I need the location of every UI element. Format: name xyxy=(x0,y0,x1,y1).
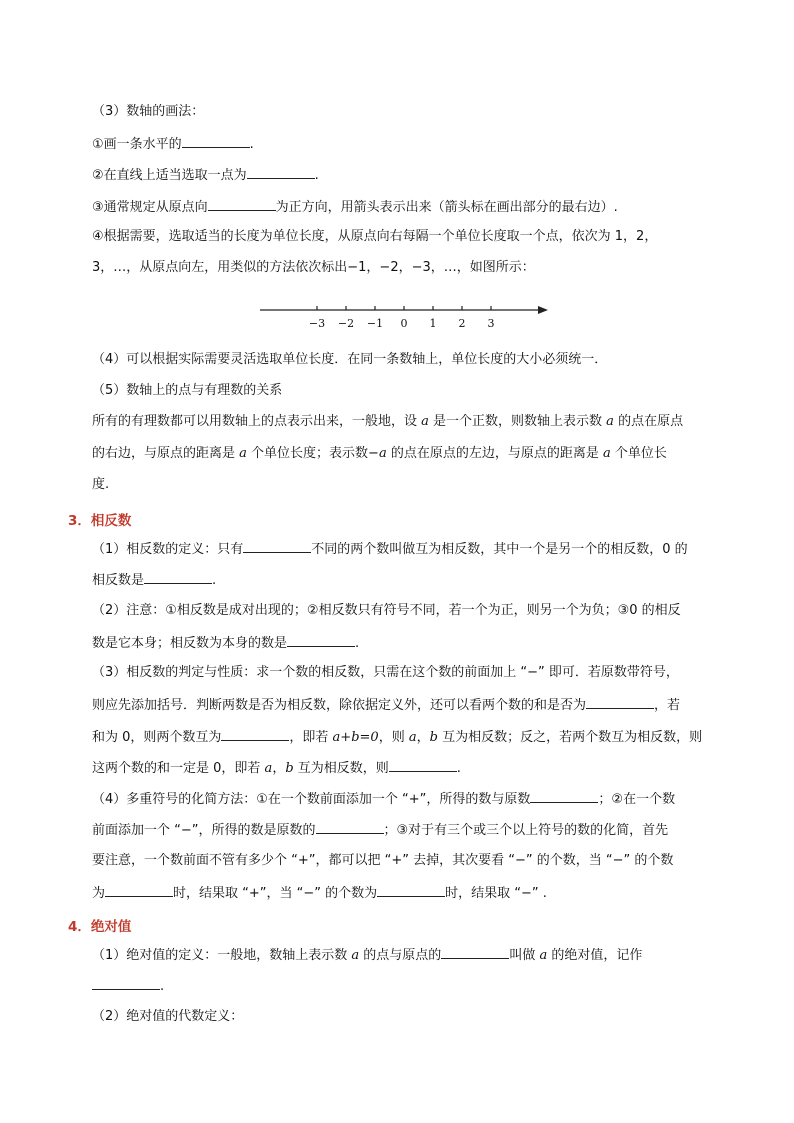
blank[interactable] xyxy=(441,946,509,959)
text: ；②在一个数 xyxy=(598,792,676,807)
opp-3: （3）相反数的判定与性质：求一个数的相反数，只需在这个数的前面加上 “−” 即可．若原数带符号， xyxy=(92,665,679,680)
text: . xyxy=(249,137,254,152)
text: 互为相反数，则 xyxy=(293,761,389,776)
abs-1 xyxy=(92,946,642,964)
text: ， xyxy=(416,730,430,745)
text: 互为相反数；反之，若两个数互为相反数，则 xyxy=(437,730,703,745)
text: 的点在原点的左边，与原点的距离是 xyxy=(386,446,603,461)
opp-1-cont xyxy=(92,571,216,589)
text: 相反数是 xyxy=(92,573,145,588)
text: ， xyxy=(272,761,286,776)
opp-4 xyxy=(92,790,675,808)
step-3 xyxy=(92,198,618,216)
opp-3-d xyxy=(92,759,461,777)
heading-opposite-numbers: 3．相反数 xyxy=(68,513,132,529)
section-5-para-3: 度. xyxy=(92,477,110,492)
blank[interactable] xyxy=(287,634,355,647)
var: b xyxy=(285,761,294,776)
opp-4-b xyxy=(92,821,668,839)
axis-tick-label: −3 xyxy=(308,317,326,330)
text: . xyxy=(355,636,360,651)
text: 的绝对值，记作 xyxy=(547,948,643,963)
blank[interactable] xyxy=(389,759,457,772)
blank[interactable] xyxy=(105,884,173,897)
axis-tick-label: 3 xyxy=(487,317,495,330)
text: ，即若 xyxy=(289,730,333,745)
text: ；③对于有三个或三个以上符号的数的化简，首先 xyxy=(383,823,669,838)
text: ①画一条水平的 xyxy=(92,137,182,152)
opp-4-d xyxy=(92,884,547,902)
opp-2: （2）注意：①相反数是成对出现的；②相反数只有符号不同，若一个为正，则另一个为负；③0 的相反 xyxy=(92,603,681,618)
text: 这两个数的和一定是 0，即若 xyxy=(92,761,265,776)
var: a xyxy=(408,730,417,745)
blank[interactable] xyxy=(208,198,276,211)
text: （1）绝对值的定义：一般地，数轴上表示数 xyxy=(92,948,352,963)
var: a+b=0 xyxy=(332,730,379,745)
var: a xyxy=(239,446,247,461)
blank[interactable] xyxy=(586,696,654,709)
blank[interactable] xyxy=(182,135,250,148)
text: 和为 0，则两个数互为 xyxy=(92,730,222,745)
section-5-para-1 xyxy=(92,414,683,430)
text: 为正方向，用箭头表示出来（箭头标在画出部分的最右边）. xyxy=(275,200,618,215)
text: 的右边，与原点的距离是 xyxy=(92,446,240,461)
section-5-para-2 xyxy=(92,446,667,462)
text: 为 xyxy=(92,886,106,901)
text: 的点与原点的 xyxy=(359,948,442,963)
text: 叫做 xyxy=(509,948,540,963)
var: b xyxy=(429,730,438,745)
section-4: （4）可以根据实际需要灵活选取单位长度．在同一条数轴上，单位长度的大小必须统一． xyxy=(92,352,608,367)
section-3-title: （3）数轴的画法： xyxy=(92,104,205,119)
text: 时，结果取 “−” . xyxy=(445,886,547,901)
text: ②在直线上适当选取一点为 xyxy=(92,168,247,183)
text: ③通常规定从原点向 xyxy=(92,200,208,215)
text: ，则 xyxy=(378,730,409,745)
opp-3-c xyxy=(92,728,702,746)
var: a xyxy=(539,948,548,963)
var: a xyxy=(421,414,429,429)
text: 个单位长度；表示数− xyxy=(246,446,379,461)
text: 是一个正数，则数轴上表示数 xyxy=(428,414,607,429)
var: a xyxy=(351,948,360,963)
step-4-cont: 3，…，从原点向左，用类似的方法依次标出−1，−2，−3，…，如图所示： xyxy=(92,260,535,275)
blank[interactable] xyxy=(144,571,212,584)
text: 的点在原点 xyxy=(613,414,684,429)
text: . xyxy=(160,979,165,994)
var: a xyxy=(378,446,387,461)
text: . xyxy=(212,573,217,588)
opp-1 xyxy=(92,540,688,558)
text: 个单位长 xyxy=(610,446,667,461)
abs-2: （2）绝对值的代数定义： xyxy=(92,1009,244,1024)
blank[interactable] xyxy=(530,790,598,803)
axis-tick-label: −1 xyxy=(366,317,384,330)
axis-tick-label: 1 xyxy=(429,317,437,330)
text: 所有的有理数都可以用数轴上的点表示出来，一般地，设 xyxy=(92,414,422,429)
step-1 xyxy=(92,135,254,153)
arrow-head-icon xyxy=(538,306,548,314)
text: （4）多重符号的化简方法：①在一个数前面添加一个 “+”，所得的数与原数 xyxy=(92,792,531,807)
blank[interactable] xyxy=(92,977,160,990)
heading-absolute-value: 4．绝对值 xyxy=(68,919,132,935)
text: 时，结果取 “+”，当 “−” 的个数为 xyxy=(173,886,378,901)
step-4: ④根据需要，选取适当的长度为单位长度，从原点向右每隔一个单位长度取一个点，依次为 1，2， xyxy=(92,229,658,244)
var: a xyxy=(602,446,611,461)
text: （1）相反数的定义：只有 xyxy=(92,542,244,557)
opp-2-cont xyxy=(92,634,359,652)
step-2 xyxy=(92,166,319,184)
opp-4-c: 要注意，一个数前面不管有多少个 “+”，都可以把 “+” 去掉，其次要看 “−” 的个数，当 “−” 的个数 xyxy=(92,853,674,868)
blank[interactable] xyxy=(316,821,384,834)
text: 则应先添加括号．判断两数是否为相反数，除依据定义外，还可以看两个数的和是否为 xyxy=(92,698,587,713)
blank[interactable] xyxy=(243,540,311,553)
axis-tick-label: −2 xyxy=(337,317,355,330)
text: 前面添加一个 “−”，所得的数是原数的 xyxy=(92,823,316,838)
blank[interactable] xyxy=(221,728,289,741)
axis-tick-label: 2 xyxy=(458,317,466,330)
number-line xyxy=(258,298,558,334)
abs-1-cont xyxy=(92,977,164,995)
text: 不同的两个数叫做互为相反数，其中一个是另一个的相反数，0 的 xyxy=(311,542,688,557)
text: ，若 xyxy=(654,698,681,713)
blank[interactable] xyxy=(377,884,445,897)
blank[interactable] xyxy=(247,166,315,179)
var: a xyxy=(606,414,614,429)
axis-tick-label: 0 xyxy=(400,317,408,330)
section-5-title: （5）数轴上的点与有理数的关系 xyxy=(92,383,283,398)
var: a xyxy=(264,761,273,776)
opp-3-b xyxy=(92,696,680,714)
text: 数是它本身；相反数为本身的数是 xyxy=(92,636,288,651)
text: . xyxy=(314,168,319,183)
text: . xyxy=(456,761,461,776)
